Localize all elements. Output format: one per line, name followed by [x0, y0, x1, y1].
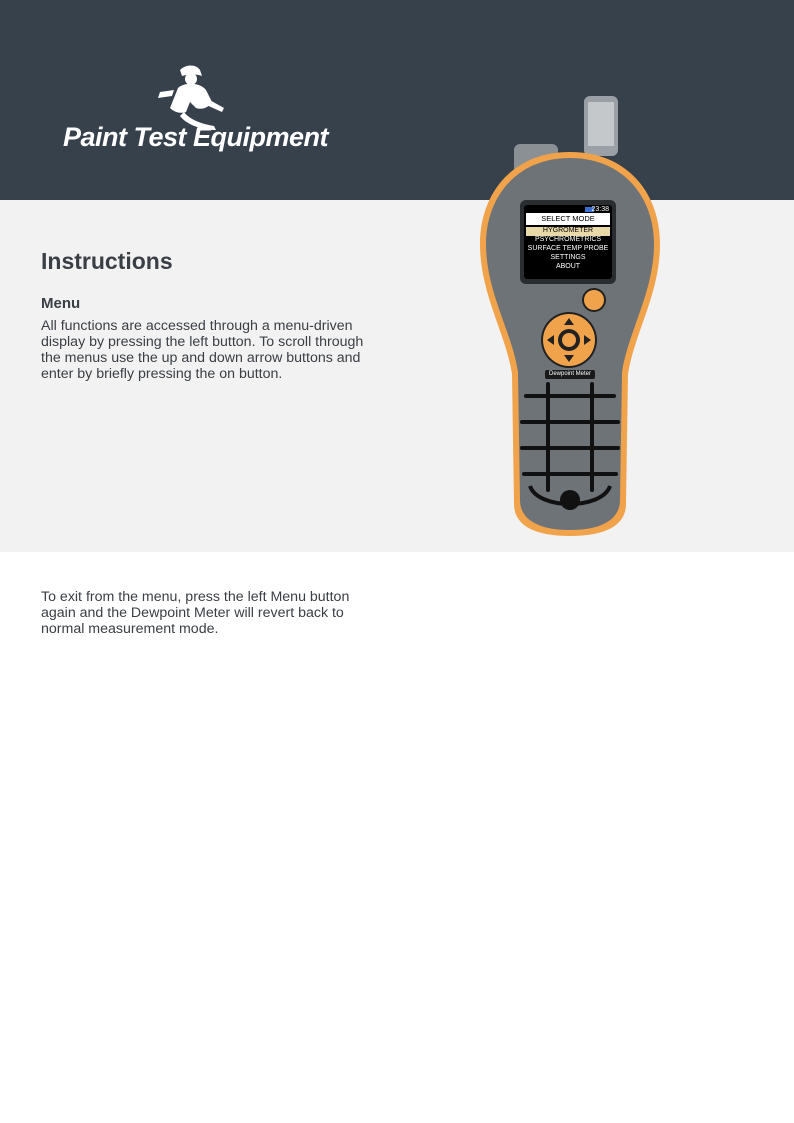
screen-title: SELECT MODE [526, 213, 610, 225]
page-header [0, 0, 794, 210]
section-title: Menu [41, 295, 81, 312]
screen-menu-item: HYGROMETER [526, 227, 610, 236]
brand-name: Paint Test Equipment [63, 122, 329, 152]
screen-menu-item: SETTINGS [550, 254, 586, 261]
screen-time: 23:38 [591, 206, 609, 213]
device-label: Dewpoint Meter [545, 370, 595, 379]
page-title: Instructions [41, 248, 173, 274]
instruction-paragraph-2: To exit from the menu, press the left Menu button again and the Dewpoint Meter will revert back to normal measurement mode. [41, 589, 350, 637]
screen-menu-item: PSYCHROMETRICS [534, 236, 602, 243]
screen-menu-item: SURFACE TEMP PROBE [527, 245, 609, 252]
dewpoint-meter-image [478, 94, 662, 538]
instruction-paragraph-1: All functions are accessed through a menu-driven display by pressing the left button. To scroll through the menus use the up and down arrow buttons and enter by briefly pressing the on button. [41, 318, 364, 382]
device-screen [524, 205, 612, 279]
screen-menu-item: ABOUT [555, 263, 581, 270]
